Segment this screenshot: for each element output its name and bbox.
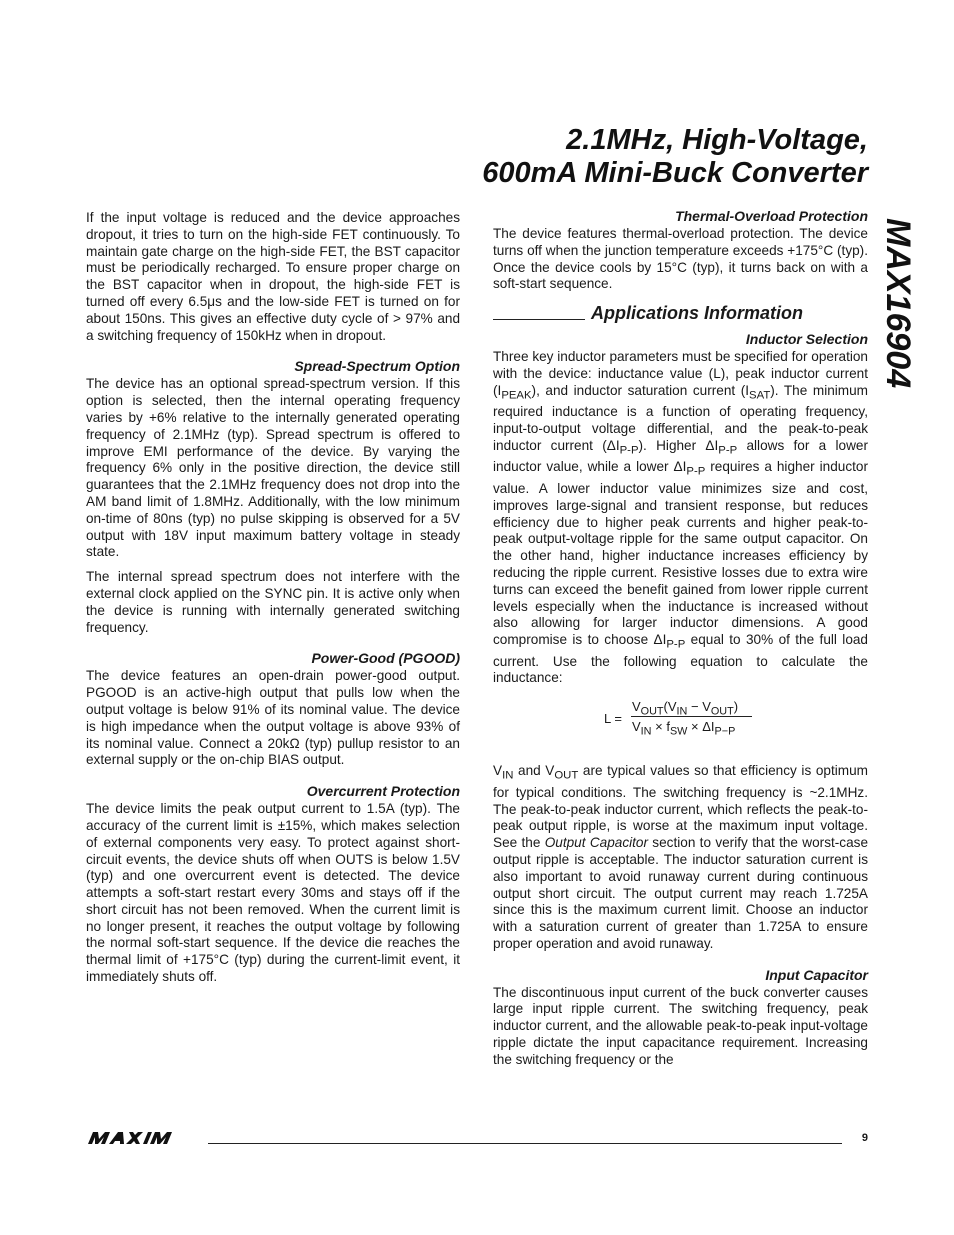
spread-spectrum-heading: Spread-Spectrum Option <box>294 358 460 375</box>
left-column <box>86 210 460 986</box>
thermal-heading: Thermal-Overload Protection <box>675 208 868 224</box>
footer-rule <box>208 1143 842 1144</box>
part-number-label: MAX16904 <box>879 218 917 389</box>
inductance-equation <box>493 697 868 749</box>
spread-spectrum-paragraph-1: The device has an optional spread-spectrum version. If this option is selected, then the internal operating frequency varies by +6% relative to the internally generated operating frequency of 2.1MHz (typ). Spread spectrum is offered to improve EMI performance of the device. By varying the frequency 6% only in the positive direction, the device still guarantees that the 2.1MHz frequency does not drop into the AM band limit of 1.8MHz. Additionally, with the low minimum on-time of 80ns (typ) no pulse skipping is observed for a 5V output with 18V input maximum battery voltage in steady state. <box>86 376 460 560</box>
overcurrent-heading: Overcurrent Protection <box>306 783 460 800</box>
inductor-paragraph-1: Three key inductor parameters must be specified for operation with the device: inductance value (L), peak inductor current $(I_{PEAK})$, and inductor saturation current $(I_{SAT})$. The minimum required inductance is a function of operating frequency, input-to-output voltage differential, and the peak-to-peak inductor current $(\Delta I_{P-P})$. Higher $\Delta I_{P-P}$ allows for a lower inductor value, while a lower $\Delta I_{P-P}$ requires a higher inductor value. A lower inductor value minimizes size and cost, improves large-signal and transient response, but reduces efficiency due to higher peak currents and higher peak-to-peak output-voltage ripple for the same output capacitor. On the other hand, higher inductance increases efficiency by reducing the ripple current. Resistive losses due to extra wire turns can exceed the benefit gained from lower ripple current levels especially when the inductance is increased without also allowing for larger inductor dimensions. A good compromise is to choose $\Delta I_{P-P}$ equal to 30% of the full load current. Use the following equation to calculate the inductance: <box>493 349 869 686</box>
equation-lhs: L = <box>604 711 622 727</box>
input-capacitor-paragraph: The discontinuous input current of the buck converter causes large input ripple current. The switching frequency, peak inductor current, and the allowable peak-to-peak input-voltage ripple dictate the input capacitance requirement. Increasing the switching frequency or the <box>493 984 868 1067</box>
equation-denominator: $V_{IN} \times f_{SW} \times \Delta I_{P-P}$ <box>632 719 736 738</box>
input-capacitor-heading: Input Capacitor <box>765 966 868 983</box>
fraction-bar <box>631 716 752 717</box>
inductor-paragraph-2: $V_{IN}$ and $V_{OUT}$ are typical values so that efficiency is optimum for typical conditions. The switching frequency is ~2.1MHz. The peak-to-peak inductor current, which reflects the peak-to-peak output ripple, is worse at the maximum input voltage. See the Output Capacitor section to verify that the worst-case output ripple is acceptable. The inductor saturation current is also important to avoid runaway current during continuous output short circuit. The output current may reach 1.725A since this is the maximum current limit. Choose an inductor with a saturation current of greater than 1.725A to ensure proper operation and avoid runaway. <box>493 763 869 951</box>
document-title <box>482 124 868 190</box>
side-part-number <box>880 218 916 418</box>
section-rule <box>493 319 585 320</box>
applications-heading: Applications Information <box>591 303 804 324</box>
dropout-paragraph: If the input voltage is reduced and the device approaches dropout, it tries to turn on the high-side FET continuously. To maintain gate charge on the high-side FET, the BST capacitor must be periodically recharged. To ensure proper charge on the BST capacitor when in dropout, the high-side FET is turned off every 6.5μs and the low-side FET is turned on for about 150ns. This gives an effective duty cycle of > 97% and a switching frequency of 150kHz when in dropout. <box>86 210 460 343</box>
pgood-heading: Power-Good (PGOOD) <box>311 650 460 667</box>
overcurrent-paragraph: The device limits the peak output current to 1.5A (typ). The accuracy of the current limit is ±15%, which makes selection of external components very easy. To protect against short-circuit events, the device shuts off when OUTS is below 1.5V (typ) and one overcurrent event is detected. The device attempts a soft-start restart every 30ms and stays off if the short circuit has not been removed. When the current limit is no longer present, it reaches the output voltage by following the normal soft-start sequence. If the device die reaches the thermal limit of +175°C (typ) during the current-limit event, it immediately shuts off. <box>86 801 460 985</box>
equation-numerator: $V_{OUT}(V_{IN} - V_{OUT})$ <box>632 699 739 718</box>
page-number: 9 <box>861 1132 868 1144</box>
thermal-paragraph: The device features thermal-overload protection. The device turns off when the junction temperature exceeds +175°C (typ). Once the device cools by 15°C (typ), it turns back on with a soft-start sequence. <box>493 226 868 292</box>
maxim-logo <box>86 1130 198 1146</box>
title-line-1: 2.1MHz, High-Voltage, <box>566 124 868 156</box>
title-line-2: 600mA Mini-Buck Converter <box>482 157 868 189</box>
right-column <box>493 208 868 1069</box>
page-footer <box>86 1130 868 1150</box>
pgood-paragraph: The device features an open-drain power-good output. PGOOD is an active-high output that pulls low when the output voltage is below 91% of its nominal value. The device is high impedance when the output voltage is above 93% of its nominal value. Connect a 20kΩ (typ) pullup resistor to an external supply or the on-chip BIAS output. <box>86 668 460 768</box>
applications-section-header <box>493 301 868 323</box>
inductor-heading: Inductor Selection <box>745 331 868 348</box>
spread-spectrum-paragraph-2: The internal spread spectrum does not interfere with the external clock applied on the SYNC pin. It is active only when the device is running with internally generated switching frequency. <box>86 569 460 635</box>
